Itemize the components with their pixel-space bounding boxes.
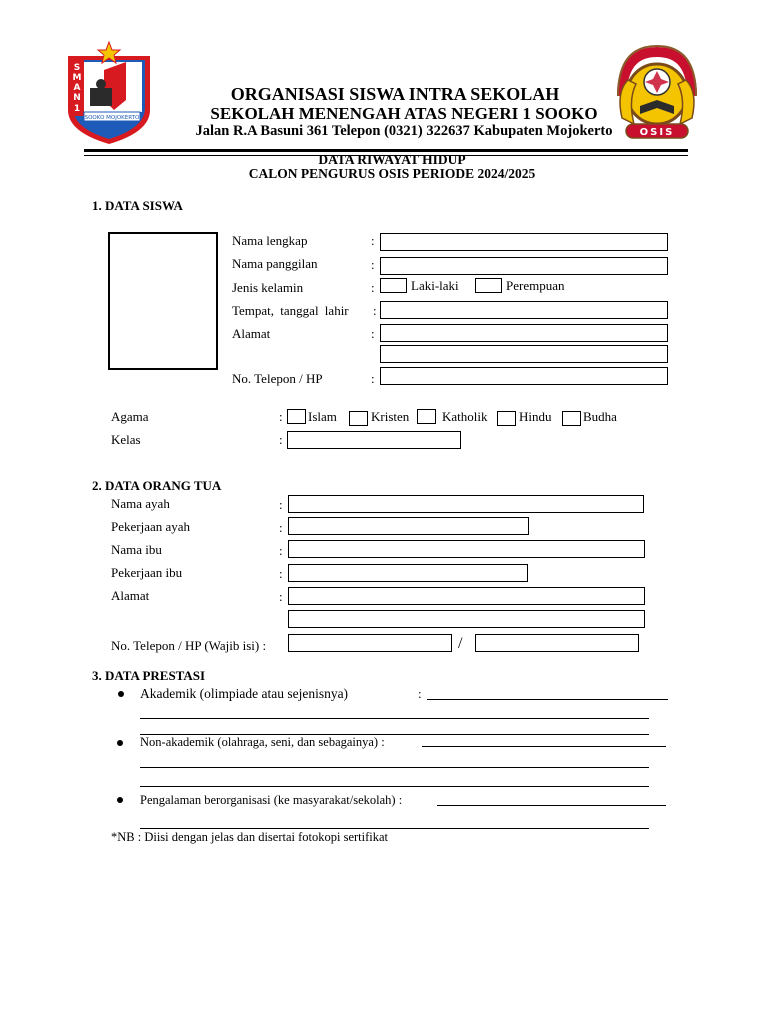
- checkbox-kristen[interactable]: [349, 411, 368, 426]
- input-alamat-ortu-2[interactable]: [288, 610, 645, 628]
- colon: :: [279, 543, 283, 558]
- colon: :: [279, 520, 283, 535]
- input-pekerjaan-ayah[interactable]: [288, 517, 529, 535]
- label-agama: Agama: [111, 409, 149, 424]
- colon: :: [371, 280, 375, 295]
- fill-line-organisasi-1[interactable]: [437, 805, 666, 806]
- photo-box: [108, 232, 218, 370]
- input-pekerjaan-ibu[interactable]: [288, 564, 528, 582]
- label-nama-panggilan: Nama panggilan: [232, 256, 318, 271]
- colon: :: [279, 497, 283, 512]
- label-alamat: Alamat: [232, 326, 271, 341]
- label-nama-ayah: Nama ayah: [111, 496, 170, 511]
- school-name: SEKOLAH MENENGAH ATAS NEGERI 1 SOOKO: [210, 104, 598, 123]
- label-kelas: Kelas: [111, 432, 141, 447]
- option-hindu: Hindu: [519, 409, 552, 424]
- input-nama-ayah[interactable]: [288, 495, 644, 513]
- colon: :: [279, 566, 283, 581]
- input-nama-lengkap[interactable]: [380, 233, 668, 251]
- checkbox-hindu[interactable]: [497, 411, 516, 426]
- option-budha: Budha: [583, 409, 617, 424]
- fill-line-akademik-2[interactable]: [140, 718, 649, 719]
- input-kelas[interactable]: [287, 431, 461, 449]
- label-akademik: Akademik (olimpiade atau sejenisnya): [140, 686, 349, 701]
- input-alamat-ortu-1[interactable]: [288, 587, 645, 605]
- option-perempuan: Perempuan: [506, 278, 565, 293]
- label-telepon-ortu: No. Telepon / HP (Wajib isi) :: [111, 638, 267, 653]
- slash: /: [458, 635, 463, 652]
- logo-vertical-text: S M A N 1: [72, 63, 82, 114]
- bullet: [117, 740, 123, 746]
- fill-line-akademik-1[interactable]: [427, 699, 668, 700]
- input-telepon-ortu-2[interactable]: [475, 634, 639, 652]
- input-alamat-1[interactable]: [380, 324, 668, 342]
- colon: :: [371, 326, 375, 341]
- colon: :: [371, 257, 375, 272]
- section-2-heading: 2. DATA ORANG TUA: [92, 478, 222, 493]
- label-jenis-kelamin: Jenis kelamin: [232, 280, 304, 295]
- osis-logo-text: OSIS: [639, 127, 675, 138]
- fill-line-non-akademik-2[interactable]: [140, 767, 649, 768]
- colon: :: [279, 409, 283, 424]
- option-katholik: Katholik: [442, 409, 488, 424]
- checkbox-laki-laki[interactable]: [380, 278, 407, 293]
- colon: :: [418, 686, 422, 701]
- input-alamat-2[interactable]: [380, 345, 668, 363]
- logo-banner-text: SOOKO MOJOKERTO: [84, 115, 140, 121]
- input-nama-ibu[interactable]: [288, 540, 645, 558]
- label-nama-ibu: Nama ibu: [111, 542, 162, 557]
- label-nama-lengkap: Nama lengkap: [232, 233, 308, 248]
- org-title: ORGANISASI SISWA INTRA SEKOLAH: [230, 84, 560, 104]
- label-pekerjaan-ayah: Pekerjaan ayah: [111, 519, 191, 534]
- colon: :: [279, 432, 283, 447]
- label-pekerjaan-ibu: Pekerjaan ibu: [111, 565, 183, 580]
- section-1-heading: 1. DATA SISWA: [92, 198, 183, 213]
- school-address: Jalan R.A Basuni 361 Telepon (0321) 322637 Kabupaten Mojokerto: [195, 123, 613, 139]
- label-non-akademik: Non-akademik (olahraga, seni, dan sebagainya) :: [140, 735, 385, 749]
- form-title-line1: DATA RIWAYAT HIDUP: [318, 152, 466, 167]
- checkbox-islam[interactable]: [287, 409, 306, 424]
- colon: :: [373, 303, 377, 318]
- colon: :: [279, 589, 283, 604]
- input-tempat-tanggal-lahir[interactable]: [380, 301, 668, 319]
- checkbox-perempuan[interactable]: [475, 278, 502, 293]
- bullet: [117, 797, 123, 803]
- input-telepon[interactable]: [380, 367, 668, 385]
- option-islam: Islam: [308, 409, 337, 424]
- label-telepon: No. Telepon / HP: [232, 371, 323, 386]
- fill-line-non-akademik-3[interactable]: [140, 786, 649, 787]
- label-organisasi: Pengalaman berorganisasi (ke masyarakat/sekolah) :: [140, 793, 403, 807]
- fill-line-non-akademik-1[interactable]: [422, 746, 666, 747]
- label-alamat-ortu: Alamat: [111, 588, 150, 603]
- form-title-line2: CALON PENGURUS OSIS PERIODE 2024/2025: [248, 166, 536, 181]
- checkbox-katholik[interactable]: [417, 409, 436, 424]
- footnote: *NB : Diisi dengan jelas dan disertai fotokopi sertifikat: [111, 830, 389, 844]
- input-telepon-ortu-1[interactable]: [288, 634, 452, 652]
- bullet: [118, 691, 124, 697]
- input-nama-panggilan[interactable]: [380, 257, 668, 275]
- section-3-heading: 3. DATA PRESTASI: [92, 668, 206, 683]
- option-laki-laki: Laki-laki: [411, 278, 459, 293]
- checkbox-budha[interactable]: [562, 411, 581, 426]
- colon: :: [371, 233, 375, 248]
- label-tempat-tanggal-lahir: Tempat, tanggal lahir: [232, 303, 349, 318]
- colon: :: [371, 371, 375, 386]
- option-kristen: Kristen: [371, 409, 410, 424]
